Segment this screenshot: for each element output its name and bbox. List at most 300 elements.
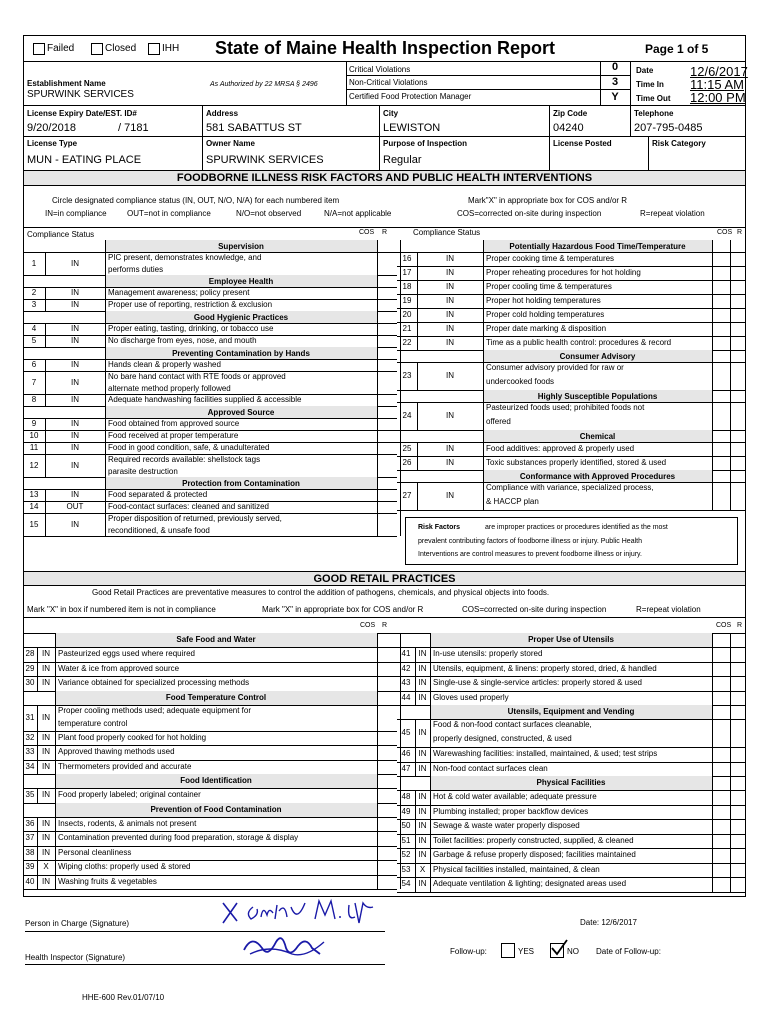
divider <box>483 430 484 442</box>
retail-right-table <box>397 633 746 898</box>
divider <box>483 294 484 308</box>
divider <box>483 336 484 350</box>
item-number: 7 <box>31 377 37 387</box>
compliance-status-label-right: Compliance Status <box>413 228 481 237</box>
ihh-label: IHH <box>162 43 180 54</box>
retail-markx-1: Mark "X" in box if numbered item is not in compliance <box>27 605 216 614</box>
form-number: HHE-600 Rev.01/07/10 <box>82 993 165 1002</box>
item-description: Wiping cloths: properly used & stored <box>58 862 191 872</box>
critical-count: 0 <box>611 61 619 73</box>
section-header: Food Identification <box>180 776 252 785</box>
closed-label: Closed <box>105 43 137 54</box>
divider <box>55 676 56 691</box>
item-status: IN <box>71 336 79 345</box>
divider <box>712 834 713 849</box>
divider <box>483 322 484 336</box>
divider <box>37 731 38 746</box>
divider <box>415 647 416 662</box>
markx-instructions: Mark"X" in appropriate box for COS and/or R <box>468 196 628 205</box>
divider <box>105 489 106 501</box>
item-number: 1 <box>31 258 37 268</box>
followup-label: Follow-up: <box>450 947 487 956</box>
section-header: Physical Facilities <box>536 778 606 787</box>
item-status: IN <box>418 692 427 702</box>
divider <box>377 442 378 454</box>
divider <box>105 406 106 418</box>
item-status: IN <box>42 649 50 659</box>
item-status: IN <box>71 490 79 499</box>
item-description: Proper eating, tasting, drinking, or tobacco use <box>108 324 274 333</box>
divider <box>55 860 56 875</box>
divider <box>730 633 731 647</box>
divider <box>712 402 713 430</box>
item-number: 40 <box>25 876 35 886</box>
divider <box>37 676 38 691</box>
divider <box>377 418 378 430</box>
divider <box>483 470 484 482</box>
divider <box>377 745 378 760</box>
section-header: Potentially Hazardous Food Time/Temperature <box>509 242 686 251</box>
divider <box>377 633 378 647</box>
item-description: Water & ice from approved source <box>58 663 180 673</box>
retail-markx-2: Mark "X" in appropriate box for COS and/or R <box>262 605 424 614</box>
divider <box>397 805 746 806</box>
item-number: 48 <box>401 792 411 802</box>
critical-label: Critical Violations <box>349 65 411 74</box>
item-description: Food in good condition, safe, & unadulterated <box>108 443 270 452</box>
divider <box>730 362 731 390</box>
item-number: 30 <box>25 678 35 688</box>
zip-label: Zip Code <box>553 109 588 118</box>
item-description-cont: alternate method properly followed <box>108 383 231 393</box>
divider <box>37 788 38 803</box>
divider <box>397 747 746 748</box>
divider <box>397 308 746 309</box>
item-status: IN <box>418 663 427 673</box>
section-header: Conformance with Approved Procedures <box>519 472 676 481</box>
item-status: OUT <box>66 502 84 511</box>
divider <box>377 774 378 788</box>
zip-value: 04240 <box>553 122 584 134</box>
divider <box>105 430 106 442</box>
section-header: Good Hygienic Practices <box>193 313 289 322</box>
divider <box>105 287 106 299</box>
item-status: IN <box>446 444 454 453</box>
item-description: No bare hand contact with RTE foods or approved <box>108 372 286 381</box>
divider <box>417 336 418 350</box>
divider <box>712 647 713 662</box>
item-description: Food obtained from approved source <box>108 419 240 428</box>
item-status: IN <box>446 268 454 277</box>
divider <box>417 266 418 280</box>
date-label: Date <box>636 66 654 75</box>
item-status: IN <box>446 458 454 467</box>
purpose-label: Purpose of Inspection <box>383 139 468 148</box>
item-description: Single-use & single-service articles: properly stored & used <box>433 678 642 688</box>
item-description: Hands clean & properly washed <box>108 360 221 369</box>
timeout-value: 12:00 PM <box>690 90 746 105</box>
divider <box>55 875 56 890</box>
city-label: City <box>383 109 399 118</box>
divider <box>730 350 731 362</box>
divider <box>55 731 56 746</box>
item-status: IN <box>446 338 454 347</box>
risk-factors-text-2: prevalent contributing factors of foodborne illness or injury. Public Health <box>418 538 642 545</box>
divider <box>430 790 431 805</box>
item-status: IN <box>71 443 79 452</box>
section-header: Consumer Advisory <box>559 352 636 361</box>
divider <box>23 875 397 876</box>
divider <box>23 662 397 663</box>
certified-value: Y <box>611 91 619 103</box>
divider <box>483 252 484 266</box>
divider <box>105 323 106 335</box>
divider <box>55 745 56 760</box>
divider <box>712 482 713 510</box>
divider <box>377 489 378 501</box>
divider <box>23 889 397 890</box>
item-number: 33 <box>25 747 35 757</box>
divider <box>377 731 378 746</box>
divider <box>377 275 378 287</box>
divider <box>202 105 203 170</box>
item-description: Food additives: approved & properly used <box>486 444 635 453</box>
item-status: IN <box>42 790 50 800</box>
certified-label: Certified Food Protection Manager <box>349 92 472 101</box>
divider <box>730 691 731 706</box>
item-number: 34 <box>25 761 35 771</box>
item-number: 27 <box>402 491 412 500</box>
divider <box>397 834 746 835</box>
divider <box>730 280 731 294</box>
divider <box>377 846 378 861</box>
item-description: Proper reheating procedures for hot holding <box>486 268 641 277</box>
divider <box>55 633 56 647</box>
noncritical-label: Non-Critical Violations <box>349 78 428 87</box>
followup-no-label: NO <box>567 947 579 956</box>
report-title: State of Maine Health Inspection Report <box>215 38 556 58</box>
legend-r: R=repeat violation <box>640 209 705 218</box>
item-description: Sewage & waste water properly disposed <box>433 821 580 831</box>
divider <box>397 266 746 267</box>
failed-checkbox[interactable] <box>33 43 45 55</box>
divider <box>377 252 378 275</box>
divider <box>45 252 46 275</box>
divider <box>45 335 46 347</box>
divider <box>377 430 378 442</box>
divider <box>712 294 713 308</box>
divider <box>45 323 46 335</box>
divider <box>730 705 731 719</box>
item-status: IN <box>418 879 427 889</box>
item-status: IN <box>42 732 50 742</box>
divider <box>430 776 431 790</box>
divider <box>430 633 431 647</box>
item-status: IN <box>446 310 454 319</box>
item-description-cont: offered <box>486 417 511 426</box>
divider <box>712 308 713 322</box>
divider <box>730 336 731 350</box>
divider <box>730 647 731 662</box>
divider <box>730 819 731 834</box>
item-status: IN <box>418 678 427 688</box>
item-description: Personal cleanliness <box>58 847 132 857</box>
item-description-cont: performs duties <box>108 264 164 274</box>
item-number: 38 <box>25 847 35 857</box>
item-status: IN <box>71 395 79 404</box>
divider <box>483 402 484 430</box>
legend-out: OUT=not in compliance <box>127 209 211 218</box>
section-header: Preventing Contamination by Hands <box>172 349 310 358</box>
divider <box>415 719 416 747</box>
divider <box>397 762 746 763</box>
divider <box>23 227 746 228</box>
divider <box>105 418 106 430</box>
divider <box>377 817 378 832</box>
divider <box>712 456 713 470</box>
divider <box>23 846 397 847</box>
item-description: Toxic substances properly identified, stored & used <box>486 458 667 467</box>
item-status: IN <box>418 763 427 773</box>
divider <box>417 322 418 336</box>
divider <box>430 762 431 777</box>
divider <box>730 390 731 402</box>
license-type-label: License Type <box>27 139 78 148</box>
item-number: 5 <box>31 336 37 345</box>
divider <box>430 647 431 662</box>
establishment-name: SPURWINK SERVICES <box>27 89 134 100</box>
divider <box>397 322 746 323</box>
divider <box>483 456 484 470</box>
divider <box>397 676 746 677</box>
license-exp-value: 9/20/2018 <box>27 122 76 134</box>
divider <box>23 136 746 137</box>
divider <box>712 430 713 442</box>
item-description: Non-food contact surfaces clean <box>433 763 548 773</box>
divider <box>430 676 431 691</box>
legend-na: N/A=not applicable <box>324 209 392 218</box>
item-status: IN <box>418 728 427 737</box>
owner-label: Owner Name <box>206 139 255 148</box>
item-description: Plumbing installed; proper backflow devices <box>433 806 589 816</box>
item-description: Warewashing facilities: installed, maintained, & used; test strips <box>433 749 658 759</box>
item-status: IN <box>71 300 79 309</box>
retail-description: Good Retail Practices are preventative measures to control the addition of pathogens, chemicals, and physical objects into foods. <box>92 588 550 597</box>
divider <box>377 875 378 890</box>
item-status: IN <box>446 324 454 333</box>
divider <box>712 633 713 647</box>
divider <box>712 776 713 790</box>
divider <box>730 834 731 849</box>
item-description: Food-contact surfaces: cleaned and sanitized <box>108 502 269 511</box>
retail-r: R=repeat violation <box>636 605 701 614</box>
divider <box>430 848 431 863</box>
section-header: Supervision <box>218 242 264 251</box>
divider <box>23 105 746 106</box>
divider <box>415 762 416 777</box>
divider <box>45 418 46 430</box>
r-header-left: R <box>382 229 388 236</box>
divider <box>730 848 731 863</box>
divider <box>105 477 106 489</box>
divider <box>397 252 746 253</box>
item-description: Hot & cold water available; adequate pressure <box>433 792 597 802</box>
divider <box>417 294 418 308</box>
divider <box>55 705 56 731</box>
retail-section-title: GOOD RETAIL PRACTICES <box>313 573 456 585</box>
divider <box>377 803 378 817</box>
item-status: IN <box>446 254 454 263</box>
item-status: IN <box>42 747 50 757</box>
divider <box>105 454 106 477</box>
license-exp-label: License Expiry Date/EST. ID# <box>27 109 137 118</box>
item-number: 14 <box>29 502 39 511</box>
item-description: Contamination prevented during food preparation, storage & display <box>58 833 299 843</box>
divider <box>397 442 746 443</box>
followup-yes-checkbox[interactable] <box>501 943 515 958</box>
item-status: IN <box>418 835 427 845</box>
item-description: Proper use of reporting, restriction & exclusion <box>108 300 273 309</box>
legend-no: N/O=not observed <box>236 209 302 218</box>
retail-left-table <box>23 633 397 898</box>
item-status: IN <box>71 360 79 369</box>
item-description: Approved thawing methods used <box>58 747 175 757</box>
divider <box>55 846 56 861</box>
divider <box>730 470 731 482</box>
divider <box>712 336 713 350</box>
item-description: Pasteurized foods used; prohibited foods not <box>486 403 645 412</box>
item-number: 10 <box>29 431 39 440</box>
section-header: Approved Source <box>207 408 275 417</box>
item-status: IN <box>42 663 50 673</box>
closed-checkbox[interactable] <box>91 43 103 55</box>
divider <box>712 470 713 482</box>
divider <box>712 252 713 266</box>
item-status: IN <box>42 678 50 688</box>
divider <box>730 240 731 252</box>
divider <box>397 662 746 663</box>
divider <box>648 136 649 170</box>
divider <box>37 647 38 662</box>
item-number: 4 <box>31 324 37 333</box>
divider <box>483 308 484 322</box>
r-header-retail-left: R <box>382 622 388 629</box>
divider <box>105 442 106 454</box>
item-description: Food received at proper temperature <box>108 431 239 440</box>
divider <box>397 336 746 337</box>
city-value: LEWISTON <box>383 122 441 134</box>
item-status: IN <box>42 833 50 843</box>
divider <box>346 61 347 105</box>
divider <box>23 731 397 732</box>
divider <box>483 266 484 280</box>
item-status: IN <box>446 282 454 291</box>
item-description: Toilet facilities: properly constructed, supplied, & cleaned <box>433 835 634 845</box>
item-description: Pasteurized eggs used where required <box>58 649 195 659</box>
divider <box>105 394 106 406</box>
divider <box>417 442 418 456</box>
item-number: 29 <box>25 663 35 673</box>
check-icon <box>549 938 569 958</box>
page-number: Page 1 of 5 <box>645 42 709 56</box>
item-description-cont: properly designed, constructed, & used <box>433 734 572 743</box>
item-number: 41 <box>401 649 411 659</box>
divider <box>55 662 56 677</box>
item-number: 2 <box>31 288 37 297</box>
divider <box>23 647 397 648</box>
divider <box>417 402 418 430</box>
item-number: 45 <box>401 728 411 737</box>
item-number: 52 <box>401 850 411 860</box>
divider <box>730 252 731 266</box>
divider <box>377 831 378 846</box>
divider <box>730 322 731 336</box>
item-description: Management awareness; policy present <box>108 288 250 297</box>
item-description: Compliance with variance, specialized process, <box>486 483 654 492</box>
divider <box>23 536 397 537</box>
legend-cos: COS=corrected on-site during inspection <box>457 209 602 218</box>
timein-label: Time In <box>636 80 664 89</box>
ihh-checkbox[interactable] <box>148 43 160 55</box>
item-description: Proper hot holding temperatures <box>486 296 601 305</box>
divider <box>712 719 713 747</box>
divider <box>483 350 484 362</box>
divider <box>397 819 746 820</box>
item-status: IN <box>42 818 50 828</box>
divider <box>23 61 746 62</box>
divider <box>45 442 46 454</box>
item-number: 25 <box>402 444 412 453</box>
item-description: Gloves used properly <box>433 692 509 702</box>
divider <box>397 456 746 457</box>
item-description-cont: reconditioned, & unsafe food <box>108 525 210 535</box>
item-number: 53 <box>401 864 411 874</box>
phone-value: 207-795-0485 <box>634 122 703 134</box>
divider <box>397 510 746 511</box>
divider <box>712 705 713 719</box>
divider <box>23 760 397 761</box>
divider <box>730 308 731 322</box>
item-status: IN <box>71 460 79 470</box>
divider <box>712 819 713 834</box>
divider <box>397 892 746 893</box>
item-description: Food separated & protected <box>108 490 208 499</box>
item-description: Garbage & refuse properly disposed; facilities maintained <box>433 850 636 860</box>
divider <box>415 834 416 849</box>
divider <box>45 489 46 501</box>
item-description: Insects, rodents, & animals not present <box>58 818 197 828</box>
divider <box>377 311 378 323</box>
footer-date: Date: 12/6/2017 <box>580 918 637 927</box>
item-number: 15 <box>29 519 39 529</box>
item-number: 17 <box>402 268 412 277</box>
item-number: 12 <box>29 460 39 470</box>
divider <box>712 362 713 390</box>
item-number: 32 <box>25 732 35 742</box>
divider <box>397 790 746 791</box>
risk-category-label: Risk Category <box>652 139 706 148</box>
divider <box>712 662 713 677</box>
divider <box>377 647 378 662</box>
address-label: Address <box>206 109 239 118</box>
divider <box>377 335 378 347</box>
item-status: IN <box>418 792 427 802</box>
item-description-cont: undercooked foods <box>486 377 555 386</box>
divider <box>417 482 418 510</box>
divider <box>105 501 106 513</box>
item-description: Time as a public health control: procedures & record <box>486 338 672 347</box>
divider <box>37 817 38 832</box>
